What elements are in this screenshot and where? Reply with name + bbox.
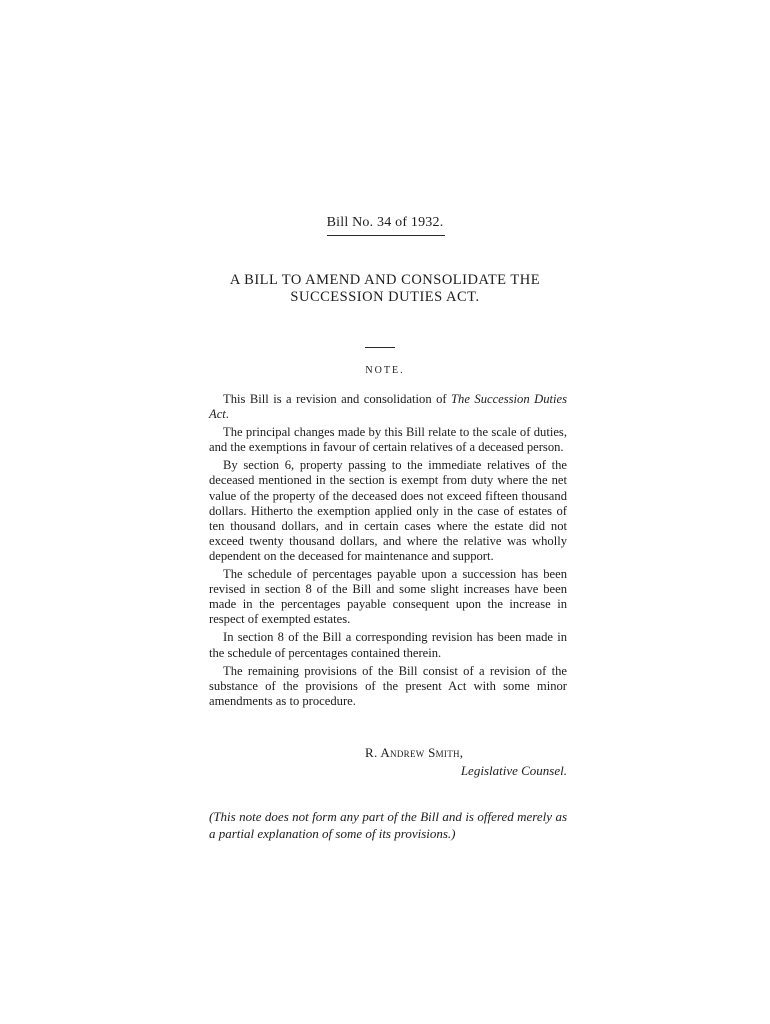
note-paragraph-4: The schedule of percentages payable upon a succession has been revised in section 8 of the Bill and some slight increases have been made in the percentages payable consequent upon the increase in respect of exempted estates. bbox=[209, 567, 567, 627]
note-paragraph-2: The principal changes made by this Bill relate to the scale of duties, and the exemptions in favour of certain relatives of a deceased person. bbox=[209, 425, 567, 455]
bill-title bbox=[0, 272, 770, 306]
note-paragraph-1-end: . bbox=[225, 407, 229, 422]
footnote: (This note does not form any part of the Bill and is offered merely as a partial explanation of some of its provisions.) bbox=[209, 809, 567, 841]
signatory-name: R. Andrew Smith, bbox=[365, 745, 464, 760]
signatory-title: Legislative Counsel. bbox=[460, 763, 567, 778]
bill-number-underline bbox=[327, 235, 445, 236]
bill-number: Bill No. 34 of 1932. bbox=[326, 215, 444, 230]
bill-title-line-2: SUCCESSION DUTIES ACT. bbox=[290, 289, 480, 305]
note-paragraph-5: In section 8 of the Bill a corresponding revision has been made in the schedule of percentages contained therein. bbox=[209, 630, 567, 660]
section-divider bbox=[365, 347, 395, 348]
note-paragraph-1-lead: This Bill is a revision and consolidation of bbox=[223, 392, 452, 406]
act-name: The Succession Duties Act bbox=[209, 392, 567, 422]
bill-title-line-1: A BILL TO AMEND AND CONSOLIDATE THE bbox=[229, 272, 541, 288]
note-paragraph-3: By section 6, property passing to the immediate relatives of the deceased mentioned in the section is exempt from duty where the net value of the property of the deceased does not exceed fifteen thousand dollars. Hitherto the exemption applied only in the case of estates of ten thousand dollars, and in certain cases where the estate did not exceed twenty thousand dollars, and where the relative was wholly dependent on the deceased for maintenance and support. bbox=[209, 458, 567, 563]
note-heading: NOTE. bbox=[365, 365, 405, 376]
note-body bbox=[209, 392, 567, 712]
note-paragraph-1 bbox=[209, 392, 567, 422]
signature-block bbox=[209, 744, 567, 780]
note-paragraph-6: The remaining provisions of the Bill consist of a revision of the substance of the provisions of the present Act with some minor amendments as to procedure. bbox=[209, 663, 567, 708]
